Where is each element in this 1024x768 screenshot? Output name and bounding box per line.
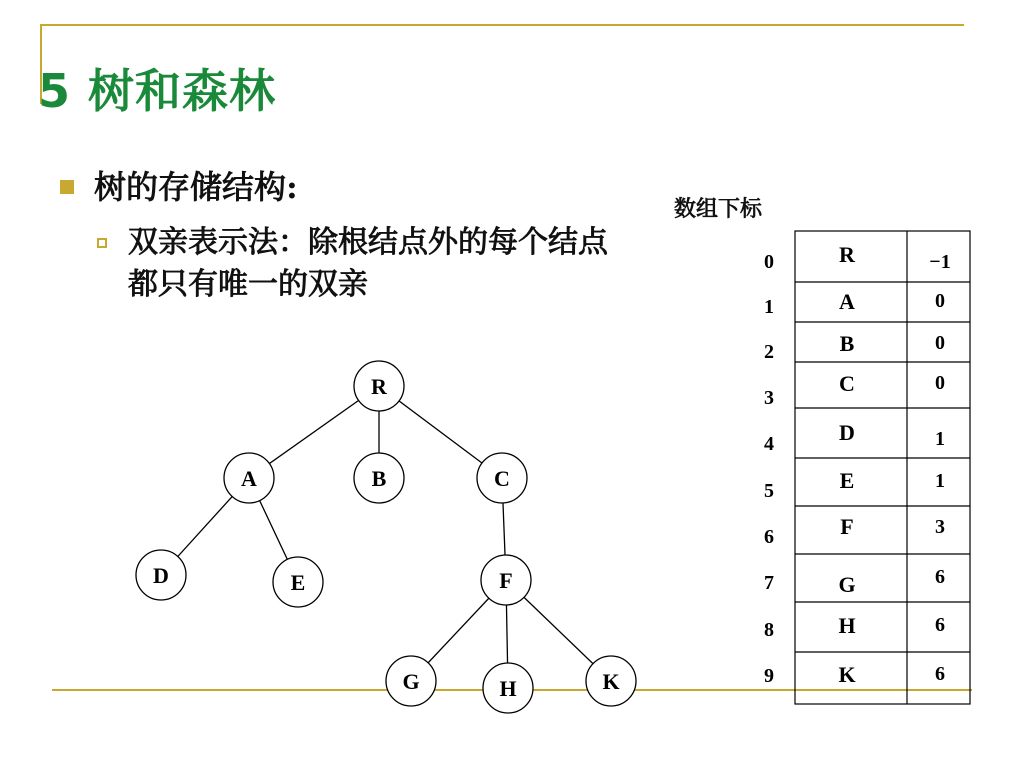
name-cell: G — [838, 572, 856, 597]
parent-cell: 6 — [935, 663, 945, 685]
node-label: C — [494, 466, 510, 491]
name-cell: R — [839, 242, 855, 267]
index-cell: 6 — [764, 526, 774, 548]
parent-cell: 3 — [935, 516, 945, 538]
index-cell: 7 — [764, 572, 774, 594]
tree-node-r — [354, 361, 404, 411]
index-cell: 3 — [764, 387, 774, 409]
name-cell: D — [839, 420, 855, 445]
node-label: K — [602, 669, 620, 694]
index-cell: 9 — [764, 665, 774, 687]
tree-node-f — [481, 555, 531, 605]
parent-cell: 0 — [935, 372, 945, 394]
node-label: H — [499, 676, 517, 701]
parent-cell: 1 — [935, 470, 945, 492]
tree-edges — [161, 386, 611, 688]
tree-node-k — [586, 656, 636, 706]
name-cell: A — [839, 289, 855, 314]
tree-node-a — [224, 453, 274, 503]
node-label: D — [153, 563, 169, 588]
name-column — [838, 242, 856, 687]
parent-cell: 0 — [935, 290, 945, 312]
node-label: A — [241, 466, 257, 491]
slide-title: 5 树和森林 — [38, 64, 277, 118]
parent-column — [929, 251, 950, 685]
table-header: 数组下标 — [674, 196, 763, 222]
index-column — [764, 251, 774, 687]
index-cell: 2 — [764, 341, 774, 363]
name-cell: C — [839, 371, 855, 396]
name-cell: B — [839, 331, 855, 356]
bullet-text: 树的存储结构: — [94, 168, 298, 206]
tree-node-c — [477, 453, 527, 503]
parent-cell: 1 — [935, 428, 945, 450]
tree-node-e — [273, 557, 323, 607]
index-cell: 8 — [764, 619, 774, 641]
index-cell: 4 — [764, 433, 774, 455]
node-label: E — [290, 570, 306, 595]
parent-array-table — [764, 231, 970, 704]
parent-cell: 6 — [935, 614, 945, 636]
tree-node-d — [136, 550, 186, 600]
tree-node-h — [483, 663, 533, 713]
name-cell: K — [838, 662, 856, 687]
name-cell: H — [838, 613, 856, 638]
parent-cell: −1 — [929, 251, 951, 273]
name-cell: F — [840, 514, 854, 539]
index-cell: 5 — [764, 480, 774, 502]
name-cell: E — [839, 468, 855, 493]
parent-cell: 6 — [935, 566, 945, 588]
index-cell: 0 — [764, 251, 774, 273]
sub-bullet-text: 双亲表示法：除根结点外的每个结点都只有唯一的双亲 — [128, 225, 608, 302]
node-label: F — [499, 568, 513, 593]
node-label: R — [371, 374, 387, 399]
parent-cell: 0 — [935, 332, 945, 354]
node-label: B — [371, 466, 387, 491]
tree-node-b — [354, 453, 404, 503]
tree-node-g — [386, 656, 436, 706]
node-label: G — [402, 669, 420, 694]
index-cell: 1 — [764, 296, 774, 318]
